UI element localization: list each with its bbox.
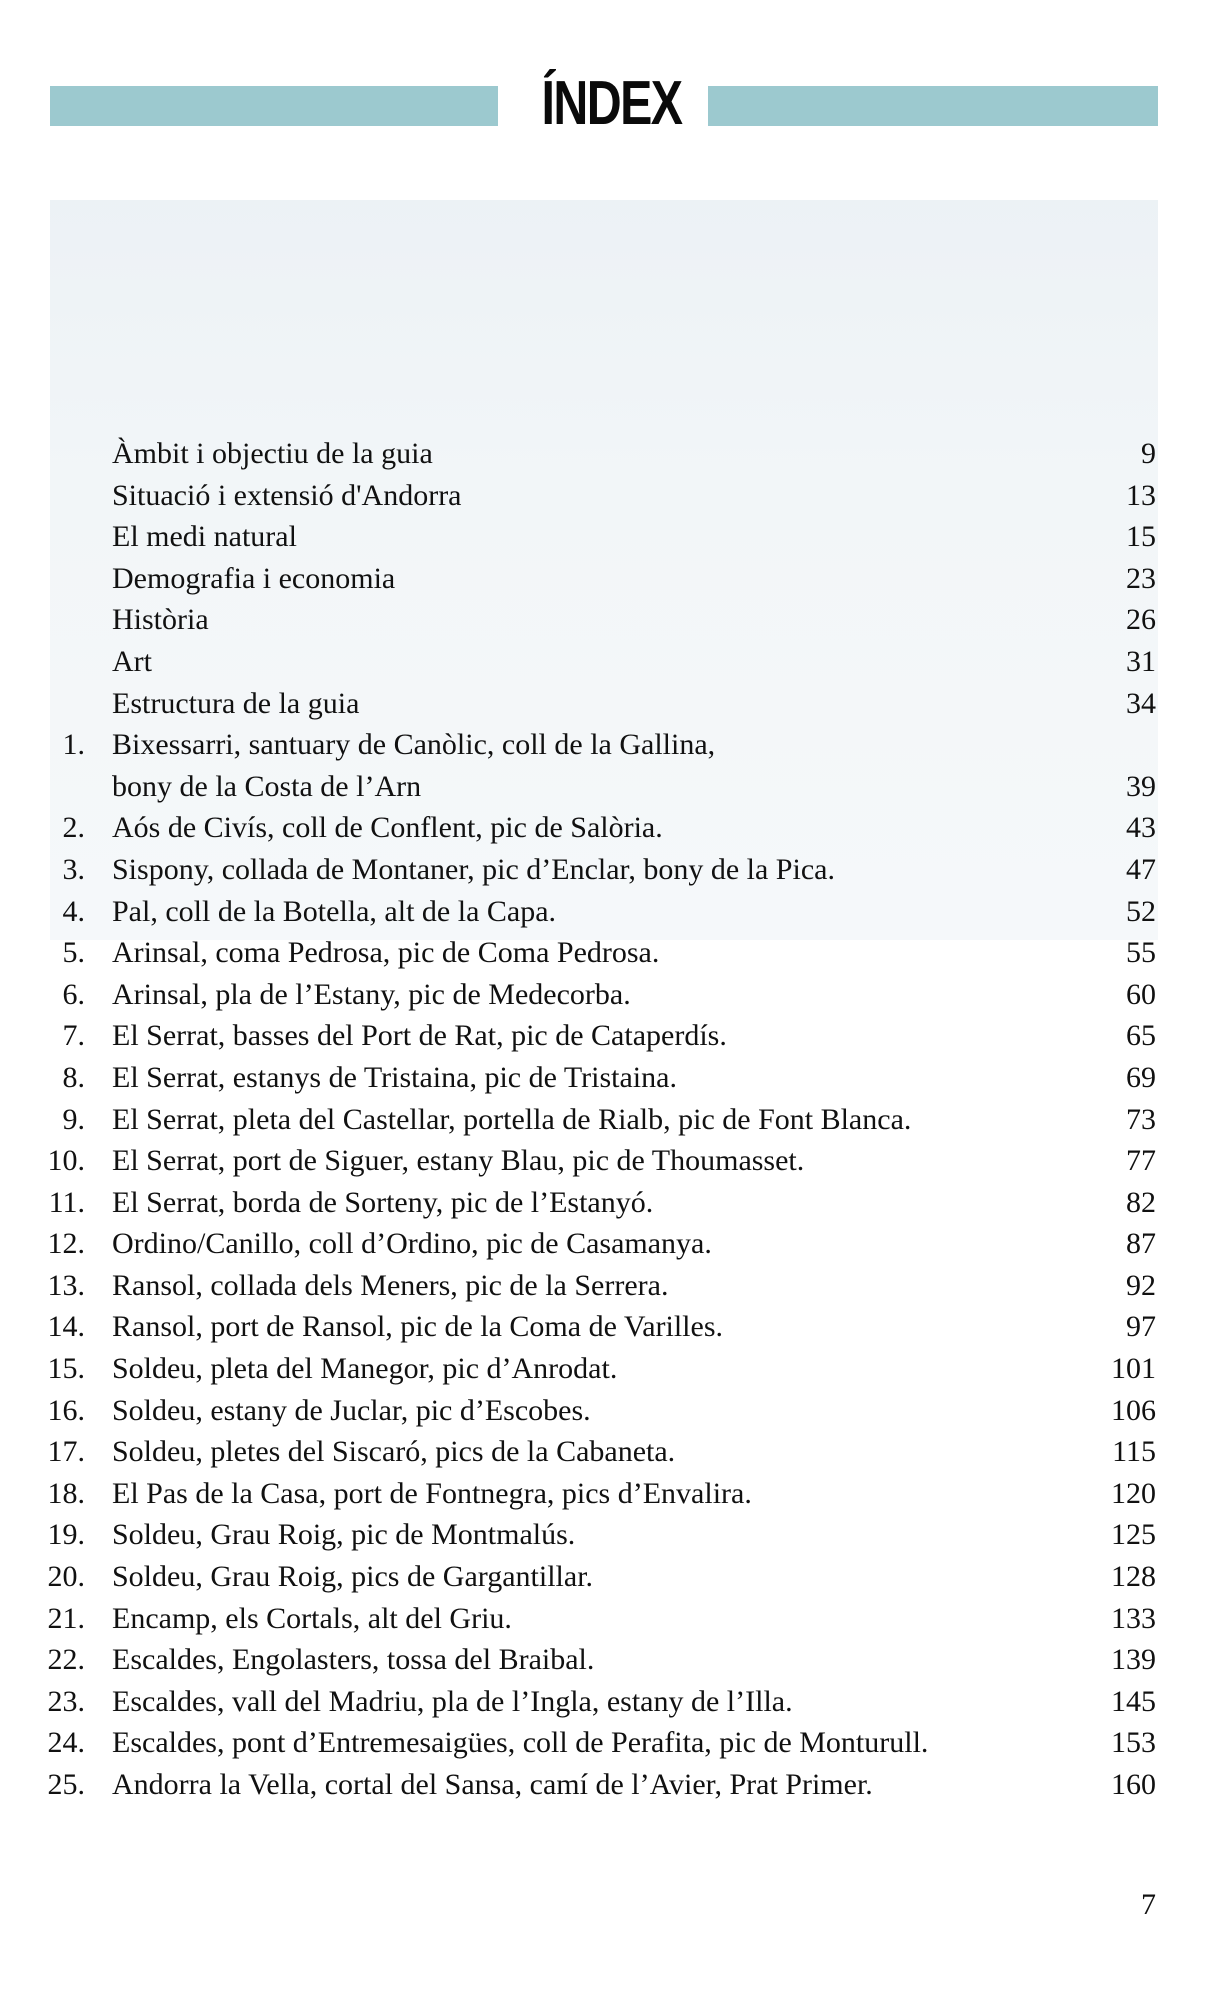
toc-entry — [0, 1348, 1223, 1390]
toc-entry-number: 10. — [47, 1144, 85, 1178]
toc-entry-number: 21. — [47, 1601, 85, 1635]
toc-entry-page: 101 — [1111, 1352, 1156, 1386]
toc-entry-title: Àmbit i objectiu de la guia — [112, 437, 433, 470]
toc-entry-title: El Serrat, estanys de Tristaina, pic de Tristaina. — [112, 1060, 677, 1094]
toc-entry-title: Andorra la Vella, cortal del Sansa, camí de l’Avier, Prat Primer. — [112, 1768, 873, 1801]
toc-entry — [0, 1057, 1223, 1099]
toc-entry-page: 34 — [1126, 686, 1156, 720]
toc-entry-page: 13 — [1126, 478, 1156, 512]
toc-entry-title: Arinsal, coma Pedrosa, pic de Coma Pedrosa. — [112, 936, 660, 970]
toc-entry-number: 3. — [62, 852, 85, 886]
toc-entry-page: 60 — [1126, 977, 1156, 1011]
toc-entry-title: Art — [112, 644, 152, 678]
toc-entry-page: 145 — [1111, 1684, 1156, 1718]
toc-entry — [0, 641, 1223, 683]
toc-entry-title: El medi natural — [112, 520, 297, 554]
toc-entry-page: 92 — [1126, 1268, 1156, 1302]
toc-entry — [0, 1556, 1223, 1598]
toc-entry-page: 120 — [1111, 1476, 1156, 1510]
toc-entry — [0, 1514, 1223, 1556]
toc-entry — [0, 516, 1223, 558]
toc-entry — [0, 1764, 1223, 1806]
toc-entry-page: 97 — [1126, 1310, 1156, 1344]
toc-entry — [0, 683, 1223, 725]
toc-entry-number: 5. — [62, 936, 85, 970]
toc-entry-number: 6. — [62, 977, 85, 1011]
toc-entry-page: 160 — [1111, 1768, 1156, 1801]
toc-entry-title: Bixessarri, santuary de Canòlic, coll de la Gallina, — [112, 728, 716, 762]
toc-entry — [0, 433, 1223, 475]
toc-entry-number: 19. — [47, 1518, 85, 1552]
toc-entry-number: 24. — [47, 1726, 85, 1760]
toc-entry — [0, 1265, 1223, 1307]
table-of-contents — [0, 433, 1223, 1806]
toc-entry — [0, 1598, 1223, 1640]
toc-entry-page: 26 — [1126, 603, 1156, 637]
toc-entry-number: 17. — [47, 1435, 85, 1469]
toc-entry-number: 25. — [47, 1768, 85, 1801]
toc-entry-number: 1. — [62, 728, 85, 762]
toc-entry-title: Soldeu, estany de Juclar, pic d’Escobes. — [112, 1393, 591, 1427]
toc-entry-page: 115 — [1112, 1435, 1156, 1469]
toc-entry-page: 55 — [1126, 936, 1156, 970]
toc-entry — [0, 724, 1223, 766]
toc-entry-title: Ransol, port de Ransol, pic de la Coma de Varilles. — [112, 1310, 724, 1344]
toc-entry-title: bony de la Costa de l’Arn — [112, 769, 422, 803]
toc-entry-page: 39 — [1126, 769, 1156, 803]
toc-entry-number: 4. — [62, 894, 85, 928]
toc-entry — [0, 849, 1223, 891]
toc-entry-page: 125 — [1111, 1518, 1156, 1552]
toc-entry-number: 22. — [47, 1643, 85, 1677]
toc-entry-number: 7. — [62, 1019, 85, 1053]
toc-entry-number: 23. — [47, 1684, 85, 1718]
toc-entry-page: 23 — [1126, 561, 1156, 595]
toc-entry — [0, 807, 1223, 849]
toc-entry — [0, 1015, 1223, 1057]
toc-entry — [0, 1639, 1223, 1681]
toc-entry-title: Escaldes, Engolasters, tossa del Braibal. — [112, 1643, 595, 1677]
page-number: 7 — [1141, 1888, 1156, 1921]
toc-entry-page: 82 — [1126, 1185, 1156, 1219]
toc-entry — [0, 1473, 1223, 1515]
toc-entry-page: 69 — [1126, 1060, 1156, 1094]
toc-entry-number: 14. — [47, 1310, 85, 1344]
toc-entry-page: 153 — [1111, 1726, 1156, 1760]
toc-entry-title: El Serrat, basses del Port de Rat, pic de Cataperdís. — [112, 1019, 727, 1053]
toc-entry — [0, 932, 1223, 974]
toc-entry-page: 52 — [1126, 894, 1156, 928]
toc-entry-page: 31 — [1126, 644, 1156, 678]
toc-entry-number: 12. — [47, 1227, 85, 1261]
toc-entry — [0, 974, 1223, 1016]
toc-entry-number: 9. — [62, 1102, 85, 1136]
toc-entry-page: 65 — [1126, 1019, 1156, 1053]
toc-entry-page: 43 — [1126, 811, 1156, 845]
toc-entry — [0, 1182, 1223, 1224]
toc-entry-title: Arinsal, pla de l’Estany, pic de Medecorba. — [112, 977, 631, 1011]
index-header — [0, 60, 1223, 140]
toc-entry-number: 16. — [47, 1393, 85, 1427]
toc-entry-title: Escaldes, pont d’Entremesaigües, coll de Perafita, pic de Monturull. — [112, 1726, 929, 1760]
toc-entry — [0, 1140, 1223, 1182]
page-title: ÍNDEX — [541, 69, 682, 138]
toc-entry — [0, 1099, 1223, 1141]
toc-entry — [0, 599, 1223, 641]
toc-entry-title: Aós de Civís, coll de Conflent, pic de Salòria. — [112, 811, 663, 845]
toc-entry-title: Demografia i economia — [112, 561, 396, 595]
toc-entry-number: 2. — [62, 811, 85, 845]
toc-entry-title: Soldeu, Grau Roig, pics de Gargantillar. — [112, 1560, 594, 1594]
toc-entry-title: Ordino/Canillo, coll d’Ordino, pic de Casamanya. — [112, 1227, 712, 1261]
toc-entry — [0, 558, 1223, 600]
toc-entry — [0, 1223, 1223, 1265]
toc-entry-number: 18. — [47, 1476, 85, 1510]
toc-entry-title: Història — [112, 603, 209, 637]
toc-entry-page: 9 — [1141, 437, 1156, 470]
toc-entry — [0, 1722, 1223, 1764]
toc-entry — [0, 1431, 1223, 1473]
toc-entry-title: Situació i extensió d'Andorra — [112, 478, 462, 512]
toc-entry-title: El Serrat, pleta del Castellar, portella de Rialb, pic de Font Blanca. — [112, 1102, 912, 1136]
toc-entry-title: El Serrat, port de Siguer, estany Blau, pic de Thoumasset. — [112, 1144, 805, 1178]
toc-entry-page: 133 — [1111, 1601, 1156, 1635]
toc-entry-number: 15. — [47, 1352, 85, 1386]
toc-entry-page: 47 — [1126, 852, 1156, 886]
toc-entry-page: 128 — [1111, 1560, 1156, 1594]
toc-entry-page: 73 — [1126, 1102, 1156, 1136]
toc-entry-title: Estructura de la guia — [112, 686, 360, 720]
toc-entry-title: Pal, coll de la Botella, alt de la Capa. — [112, 894, 557, 928]
toc-entry-title: Encamp, els Cortals, alt del Griu. — [112, 1601, 512, 1635]
toc-entry-page: 77 — [1126, 1144, 1156, 1178]
toc-entry-page: 139 — [1111, 1643, 1156, 1677]
toc-entry-page: 87 — [1126, 1227, 1156, 1261]
toc-entry — [0, 475, 1223, 517]
toc-entry-page: 15 — [1126, 520, 1156, 554]
toc-entry-title: El Serrat, borda de Sorteny, pic de l’Estanyó. — [112, 1185, 654, 1219]
toc-entry — [0, 891, 1223, 933]
toc-entry-title: Soldeu, Grau Roig, pic de Montmalús. — [112, 1518, 576, 1552]
toc-entry — [0, 766, 1223, 808]
toc-entry-title: Sispony, collada de Montaner, pic d’Enclar, bony de la Pica. — [112, 852, 835, 886]
toc-entry-title: El Pas de la Casa, port de Fontnegra, pics d’Envalira. — [112, 1476, 752, 1510]
toc-entry-number: 20. — [47, 1560, 85, 1594]
toc-entry — [0, 1681, 1223, 1723]
toc-entry — [0, 1390, 1223, 1432]
toc-entry-title: Escaldes, vall del Madriu, pla de l’Ingla, estany de l’Illa. — [112, 1684, 793, 1718]
toc-entry-title: Soldeu, pletes del Siscaró, pics de la Cabaneta. — [112, 1435, 676, 1469]
toc-entry-title: Ransol, collada dels Meners, pic de la Serrera. — [112, 1268, 669, 1302]
toc-entry-number: 8. — [62, 1060, 85, 1094]
toc-entry-number: 11. — [48, 1185, 85, 1219]
toc-entry-page: 106 — [1111, 1393, 1156, 1427]
toc-entry-number: 13. — [47, 1268, 85, 1302]
toc-entry — [0, 1306, 1223, 1348]
toc-entry-title: Soldeu, pleta del Manegor, pic d’Anrodat. — [112, 1352, 618, 1386]
